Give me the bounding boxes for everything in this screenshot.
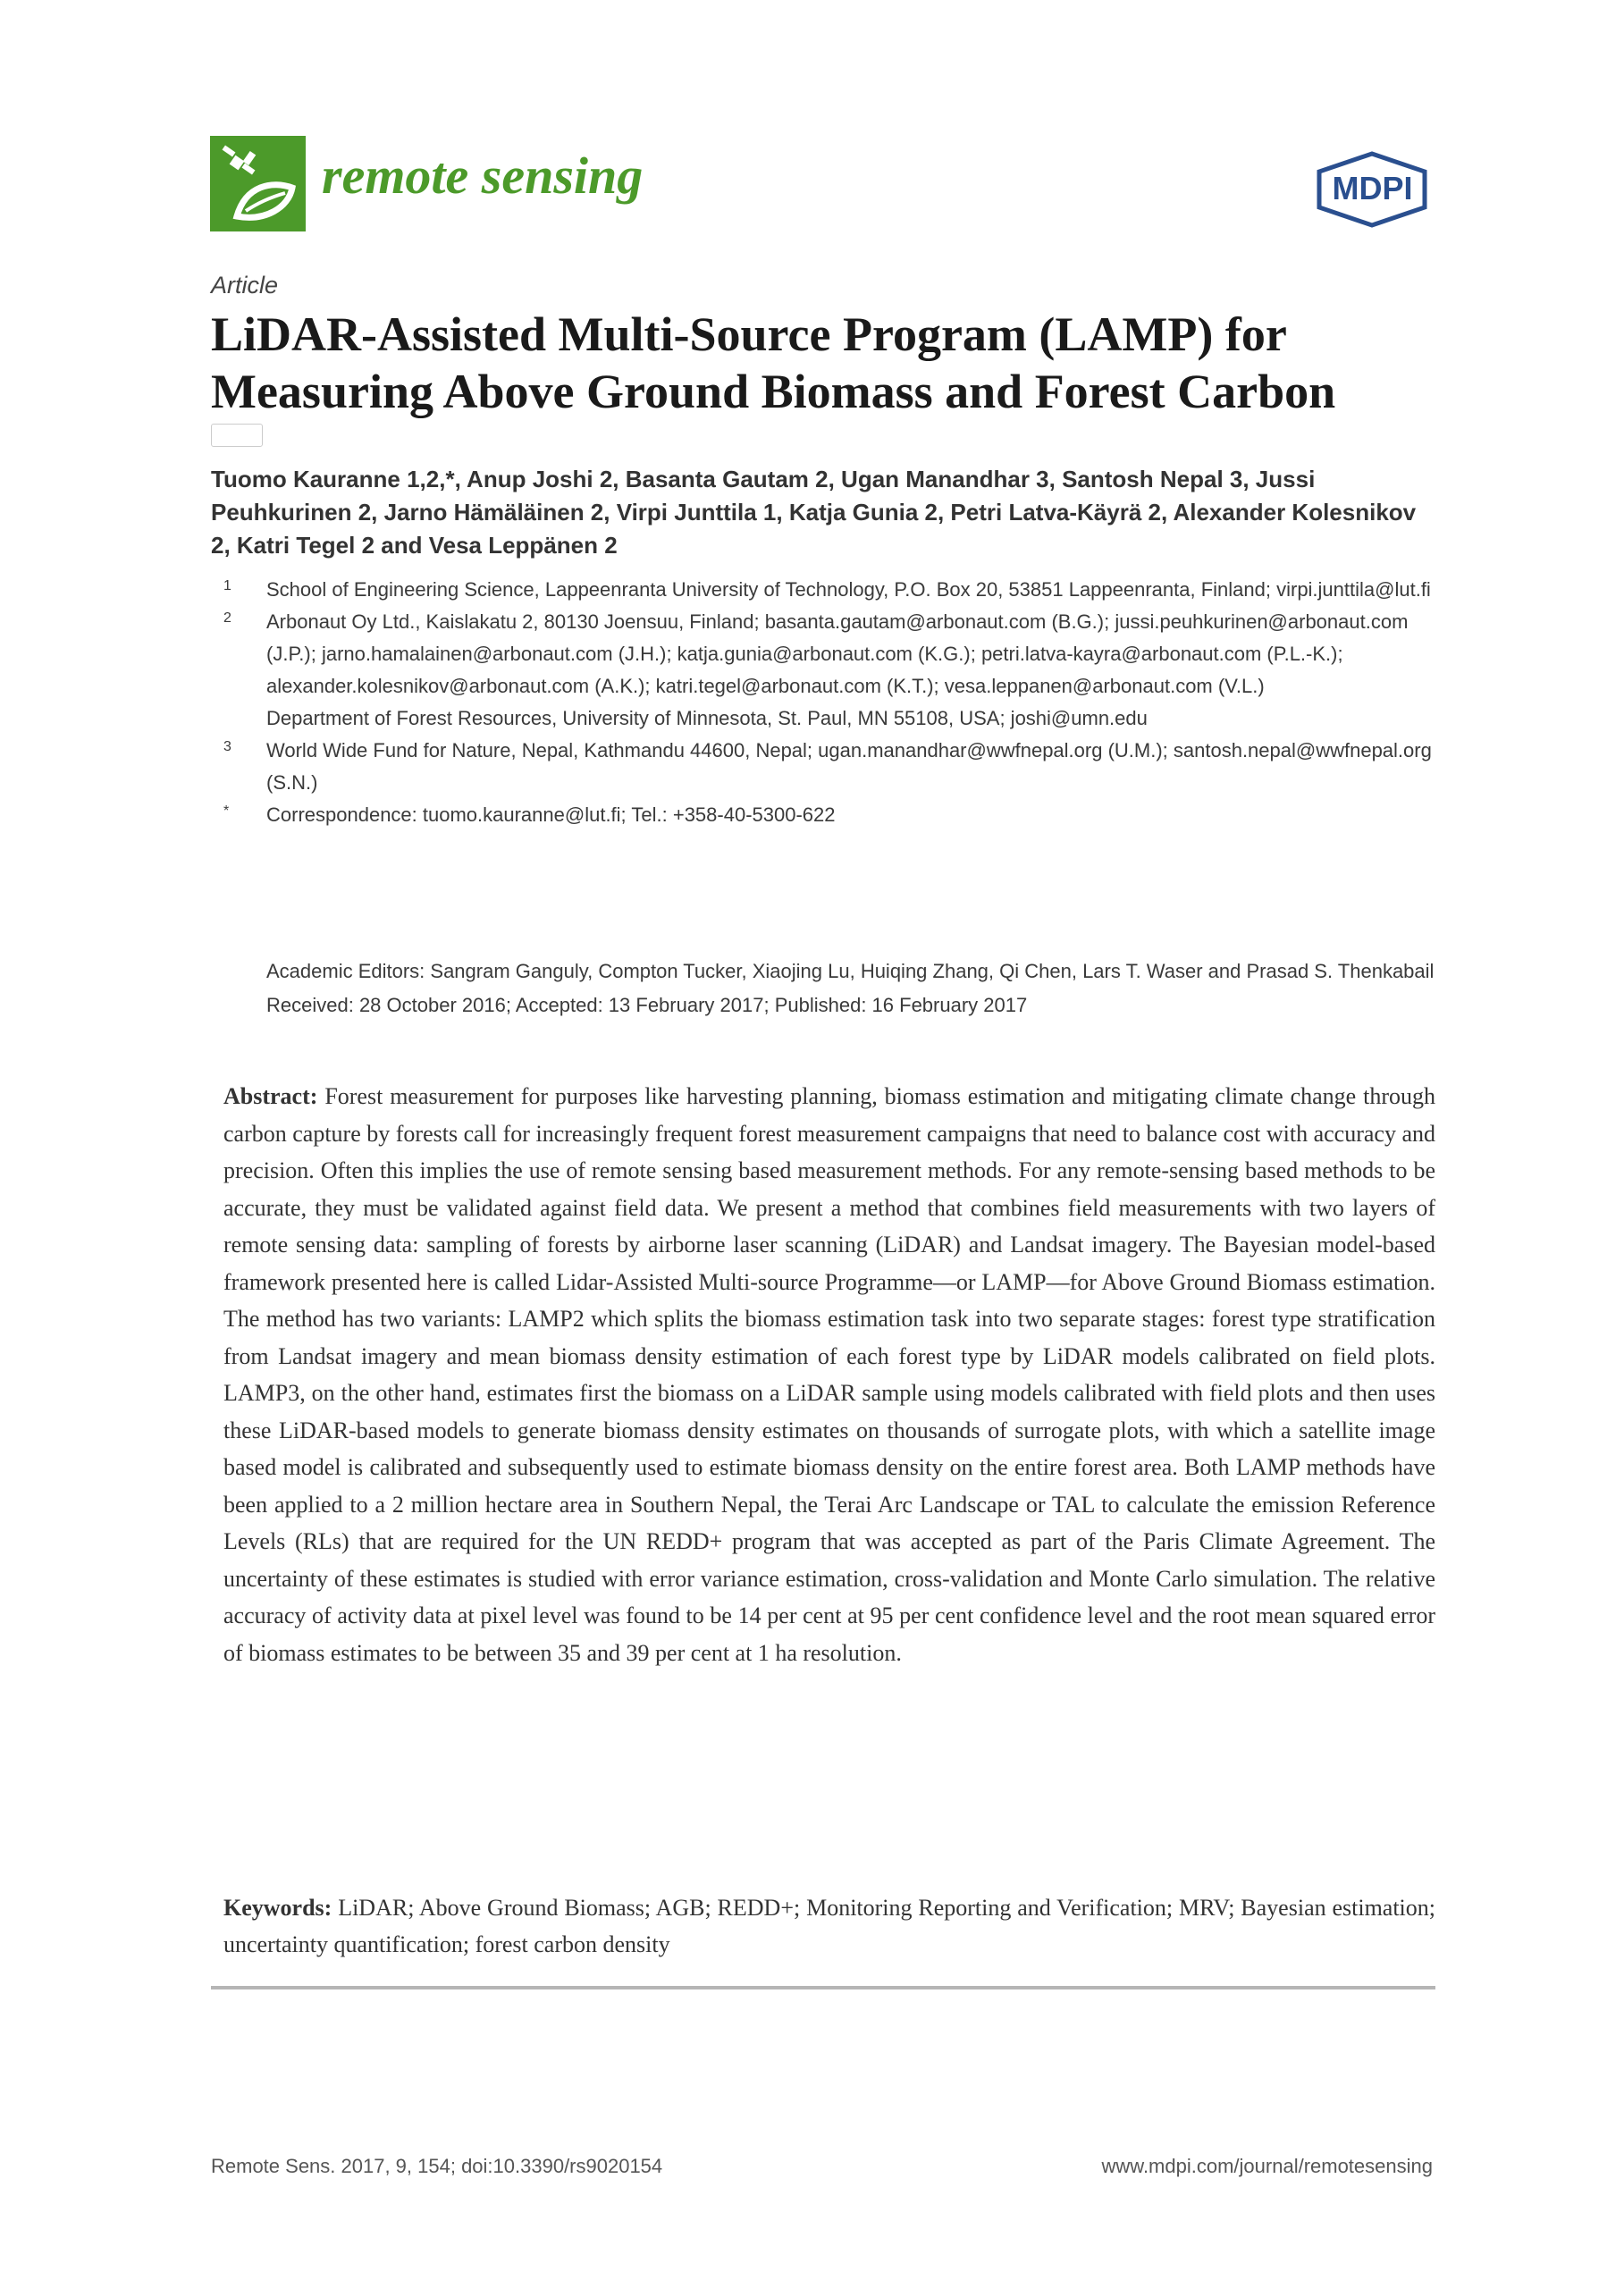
author-list: Tuomo Kauranne 1,2,*, Anup Joshi 2, Basanta Gautam 2, Ugan Manandhar 3, Santosh Nepal 3, Jussi Peuhkurinen 2, Jarno Hämäläinen 2, Virpi Junttila 1, Katja Gunia 2, Petri Latva-Käyrä 2, Alexander Kolesnikov 2, Katri Tegel 2 and Vesa Leppänen 2: [211, 466, 1417, 559]
affiliation-text: Correspondence: tuomo.kauranne@lut.fi; Tel.: +358-40-5300-622: [266, 803, 836, 826]
keywords: [223, 1889, 1435, 1963]
satellite-leaf-icon: [210, 136, 306, 231]
journal-logo: [210, 136, 306, 231]
affiliation-number: 1: [223, 578, 231, 593]
paper-title: LiDAR-Assisted Multi-Source Program (LAMP) for Measuring Above Ground Biomass and Forest Carbon: [211, 307, 1336, 418]
affiliation-text: Arbonaut Oy Ltd., Kaislakatu 2, 80130 Joensuu, Finland; basanta.gautam@arbonaut.com (B.G.); jussi.peuhkurinen@arbonaut.com (J.P.); jarno.hamalainen@arbonaut.com (J.H.); katja.gunia@arbonaut.com (K.G.); petri.latva-kayra@arbonaut.com (P.L.-K.); alexander.kolesnikov@arbonaut.com (A.K.); katri.tegel@arbonaut.com (K.T.); vesa.leppanen@arbonaut.com (V.L.): [266, 610, 1409, 697]
journal-website-link[interactable]: www.mdpi.com/journal/remotesensing: [1101, 2155, 1433, 2177]
citation-footer: Remote Sens. 2017, 9, 154; doi:10.3390/rs9020154: [211, 2155, 663, 2177]
affiliation-text: Department of Forest Resources, University of Minnesota, St. Paul, MN 55108, USA; joshi@umn.edu: [266, 707, 1148, 729]
check-for-updates-badge[interactable]: [211, 424, 263, 447]
affiliation-item: [211, 702, 1435, 735]
publication-dates: Received: 28 October 2016; Accepted: 13 February 2017; Published: 16 February 2017: [266, 994, 1028, 1016]
publisher-name: MDPI: [1332, 170, 1413, 206]
keywords-text: LiDAR; Above Ground Biomass; AGB; REDD+; Monitoring Reporting and Verification; MRV; Bayesian estimation; uncertainty quantification; forest carbon density: [223, 1895, 1436, 1957]
section-divider: [211, 1986, 1435, 1989]
affiliation-item: [211, 799, 1435, 831]
affiliation-number: 3: [223, 739, 231, 754]
affiliation-item: [211, 735, 1435, 799]
affiliation-number: *: [223, 803, 230, 819]
affiliation-item: [211, 606, 1435, 702]
affiliation-number: 2: [223, 610, 231, 626]
affiliation-text: World Wide Fund for Nature, Nepal, Kathmandu 44600, Nepal; ugan.manandhar@wwfnepal.org (U.M.); santosh.nepal@wwfnepal.org (S.N.): [266, 739, 1432, 794]
academic-editors: Academic Editors: Sangram Ganguly, Compton Tucker, Xiaojing Lu, Huiqing Zhang, Qi Chen, Lars T. Waser and Prasad S. Thenkabail: [266, 960, 1435, 982]
keywords-label: Keywords:: [223, 1895, 332, 1921]
journal-name: remote sensing: [322, 147, 644, 205]
abstract: [223, 1078, 1435, 1671]
article-type: Article: [211, 272, 279, 299]
abstract-text: Forest measurement for purposes like harvesting planning, biomass estimation and mitigating climate change through carbon capture by forests call for increasingly frequent forest measurement campaigns that need to balance cost with accuracy and precision. Often this implies the use of remote sensing based measurement methods. For any remote-sensing based methods to be accurate, they must be validated against field data. We present a method that combines field measurements with two layers of remote sensing data: sampling of forests by airborne laser scanning (LiDAR) and Landsat imagery. The Bayesian model-based framework presented here is called Lidar-Assisted Multi-source Programme—or LAMP—for Above Ground Biomass estimation. The method has two variants: LAMP2 which splits the biomass estimation task into two separate stages: forest type stratification from Landsat imagery and mean biomass density estimation of each forest type by LiDAR models calibrated on field plots. LAMP3, on the other hand, estimates first the biomass on a LiDAR sample using models calibrated with field plots and then uses these LiDAR-based models to generate biomass density estimates on thousands of surrogate plots, with which a satellite image based model is calibrated and subsequently used to estimate biomass density on the entire forest area. Both LAMP methods have been applied to a 2 million hectare area in Southern Nepal, the Terai Arc Landscape or TAL to calculate the emission Reference Levels (RLs) that are required for the UN REDD+ program that was accepted as part of the Paris Climate Agreement. The uncertainty of these estimates is studied with error variance estimation, cross-validation and Monte Carlo simulation. The relative accuracy of activity data at pixel level was found to be 14 per cent at 95 per cent confidence level and the root mean squared error of biomass estimates to be between 35 and 39 per cent at 1 ha resolution.: [223, 1083, 1435, 1666]
affiliation-item: [211, 574, 1435, 606]
affiliation-text: School of Engineering Science, Lappeenranta University of Technology, P.O. Box 20, 53851 Lappeenranta, Finland; virpi.junttila@lut.fi: [266, 578, 1431, 601]
editorial-info: [211, 955, 1435, 1022]
abstract-label: Abstract:: [223, 1083, 318, 1109]
affiliations: [211, 574, 1435, 831]
